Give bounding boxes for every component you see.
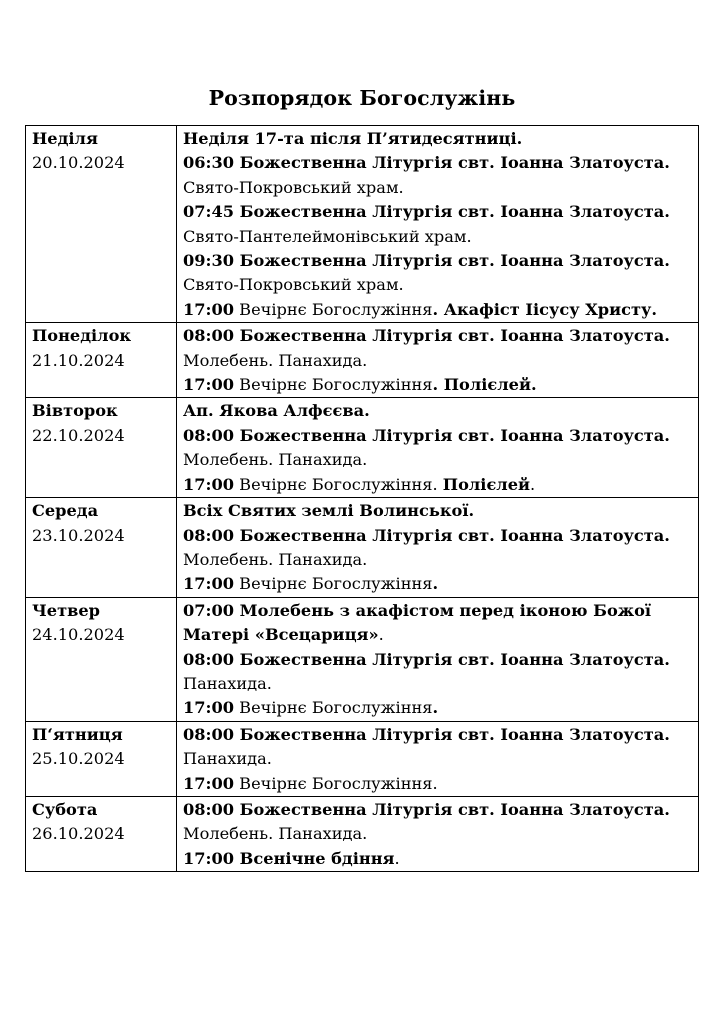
day-name: Вівторок <box>32 401 118 421</box>
service-text: 17:00 <box>183 698 235 718</box>
service-line <box>183 723 692 747</box>
schedule-table <box>25 125 699 872</box>
service-text: 08:00 Божественна Літургія свт. Іоанна Златоуста. <box>183 799 670 819</box>
service-line <box>183 798 692 822</box>
service-text: Матері «Всецариця» <box>183 625 379 645</box>
service-line <box>183 373 692 397</box>
day-cell <box>26 721 177 796</box>
service-line <box>183 623 692 647</box>
service-line <box>183 599 692 623</box>
services-cell <box>177 126 699 323</box>
service-line <box>183 847 692 871</box>
day-cell <box>26 126 177 323</box>
service-line <box>183 349 692 373</box>
service-line <box>183 524 692 548</box>
service-line <box>183 747 692 771</box>
service-text: 17:00 <box>183 299 235 319</box>
service-text: . Акафіст Іісусу Христу. <box>432 299 657 319</box>
service-line <box>183 648 692 672</box>
day-date: 22.10.2024 <box>32 425 125 445</box>
service-text: 17:00 <box>183 773 235 793</box>
service-line <box>183 298 692 322</box>
service-line <box>183 424 692 448</box>
service-line <box>183 200 692 224</box>
service-text: 08:00 Божественна Літургія свт. Іоанна Златоуста. <box>183 326 670 346</box>
day-cell <box>26 498 177 598</box>
service-line <box>183 572 692 596</box>
services-cell <box>177 498 699 598</box>
service-line <box>183 399 692 423</box>
schedule-row <box>26 796 699 871</box>
schedule-row <box>26 721 699 796</box>
day-cell <box>26 796 177 871</box>
day-name: Середа <box>32 501 99 521</box>
day-cell <box>26 597 177 721</box>
service-text: 07:00 Молебень з акафістом перед іконою Божої <box>183 600 652 620</box>
schedule-row <box>26 498 699 598</box>
services-cell <box>177 796 699 871</box>
service-text: . <box>530 474 536 494</box>
service-text: Молебень. Панахида. <box>183 824 368 844</box>
service-text: Свято-Пантелеймонівський храм. <box>183 226 472 246</box>
service-text: 06:30 Божественна Літургія свт. Іоанна Златоуста. <box>183 153 670 173</box>
service-text: Вечірнє Богослужіння <box>234 574 433 594</box>
service-text: Свято-Покровський храм. <box>183 177 404 197</box>
schedule-row <box>26 126 699 323</box>
service-text: . <box>378 625 384 645</box>
service-text: Всіх Святих землі Волинської. <box>183 501 475 521</box>
service-text: . <box>432 698 439 718</box>
service-text: Ап. Якова Алфєєва. <box>183 401 370 421</box>
service-text: 17:00 Всенічне бдіння <box>183 848 395 868</box>
service-text: 17:00 <box>183 474 235 494</box>
service-line <box>183 772 692 796</box>
service-line <box>183 225 692 249</box>
services-cell <box>177 597 699 721</box>
service-line <box>183 548 692 572</box>
day-date: 26.10.2024 <box>32 824 125 844</box>
service-line <box>183 273 692 297</box>
day-name: Субота <box>32 799 98 819</box>
service-line <box>183 176 692 200</box>
day-name: Неділя <box>32 129 98 148</box>
service-line <box>183 324 692 348</box>
service-text: Вечірнє Богослужіння <box>234 698 433 718</box>
service-text: . <box>432 574 439 594</box>
service-text: 17:00 <box>183 375 235 395</box>
service-line <box>183 151 692 175</box>
service-text: Вечірнє Богослужіння <box>234 375 433 395</box>
service-line <box>183 473 692 497</box>
service-text: . <box>394 848 400 868</box>
service-text: Полієлей <box>442 474 531 494</box>
services-cell <box>177 721 699 796</box>
service-line <box>183 448 692 472</box>
day-cell <box>26 398 177 498</box>
service-text: 08:00 Божественна Літургія свт. Іоанна Златоуста. <box>183 525 670 545</box>
service-text: 09:30 Божественна Літургія свт. Іоанна Златоуста. <box>183 251 670 271</box>
service-text: Свято-Покровський храм. <box>183 275 404 295</box>
day-date: 20.10.2024 <box>32 153 125 173</box>
service-line <box>183 127 692 151</box>
day-name: П‘ятниця <box>32 724 123 744</box>
schedule-body <box>26 126 699 872</box>
service-text: 08:00 Божественна Літургія свт. Іоанна Златоуста. <box>183 649 670 669</box>
service-text: 08:00 Божественна Літургія свт. Іоанна Златоуста. <box>183 724 670 744</box>
service-text: Вечірнє Богослужіння <box>234 299 433 319</box>
schedule-row <box>26 323 699 398</box>
service-text: Панахида. <box>183 749 272 769</box>
service-text: Вечірнє Богослужіння. <box>234 773 438 793</box>
service-text: Неділя 17-та після П’ятидесятниці. <box>183 129 523 148</box>
service-line <box>183 249 692 273</box>
services-cell <box>177 398 699 498</box>
service-line <box>183 672 692 696</box>
schedule-row <box>26 398 699 498</box>
service-text: . Полієлей. <box>432 375 537 395</box>
day-date: 25.10.2024 <box>32 749 125 769</box>
service-text: Вечірнє Богослужіння. <box>234 474 443 494</box>
service-text: 08:00 Божественна Літургія свт. Іоанна Златоуста. <box>183 425 670 445</box>
day-cell <box>26 323 177 398</box>
day-date: 23.10.2024 <box>32 525 125 545</box>
service-text: Панахида. <box>183 673 272 693</box>
services-cell <box>177 323 699 398</box>
day-date: 24.10.2024 <box>32 625 125 645</box>
service-line <box>183 822 692 846</box>
schedule-row <box>26 597 699 721</box>
service-line <box>183 696 692 720</box>
service-text: 17:00 <box>183 574 235 594</box>
day-name: Понеділок <box>32 326 132 346</box>
service-line <box>183 499 692 523</box>
service-text: Молебень. Панахида. <box>183 350 368 370</box>
service-text: 07:45 Божественна Літургія свт. Іоанна Златоуста. <box>183 202 670 222</box>
page-title: Розпорядок Богослужінь <box>208 86 516 110</box>
service-text: Молебень. Панахида. <box>183 450 368 470</box>
day-date: 21.10.2024 <box>32 350 125 370</box>
day-name: Четвер <box>32 600 100 620</box>
service-text: Молебень. Панахида. <box>183 549 368 569</box>
